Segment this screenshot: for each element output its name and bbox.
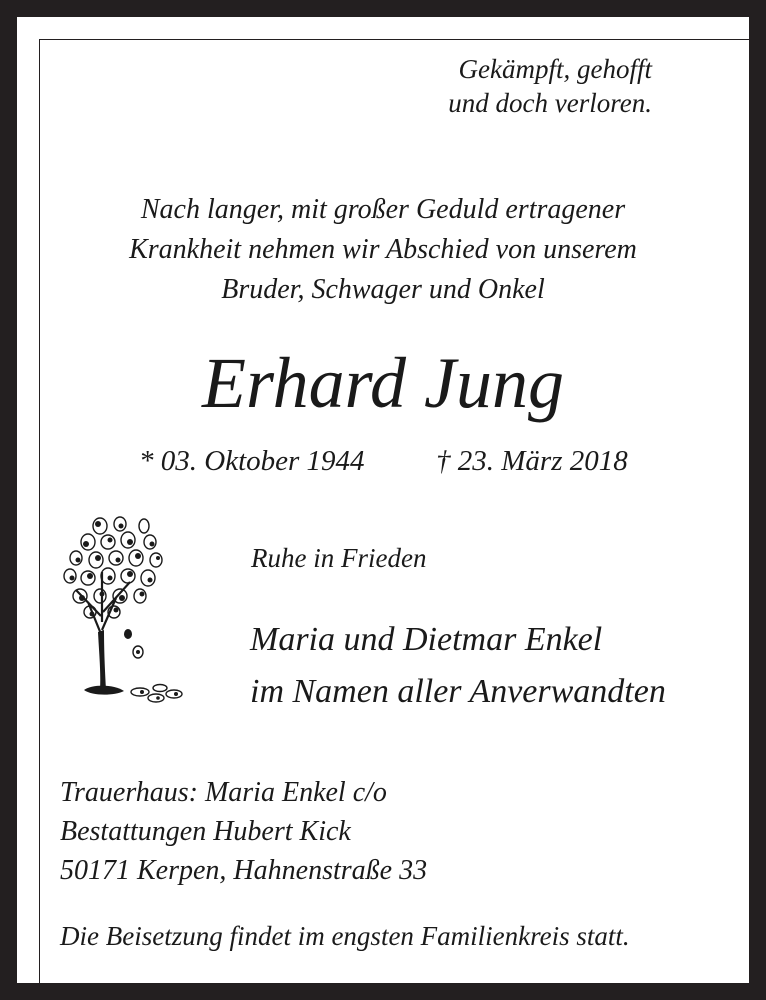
intro-line-3: Bruder, Schwager und Onkel — [221, 274, 545, 305]
birth-date: * 03. Oktober 1944 — [139, 445, 365, 477]
tree-icon — [58, 512, 192, 712]
motto — [448, 52, 652, 120]
farewell-text: Ruhe in Frieden — [251, 543, 427, 573]
deceased-name: Erhard Jung — [201, 343, 564, 423]
intro-line-1: Nach langer, mit großer Geduld ertragener — [140, 194, 626, 225]
motto-line-2: und doch verloren. — [448, 88, 652, 118]
intro-line-2: Krankheit nehmen wir Abschied von unserem — [129, 234, 637, 265]
motto-line-1: Gekämpft, gehofft — [458, 54, 652, 84]
signers-line-1: Maria und Dietmar Enkel — [250, 621, 603, 658]
address-line-1: Trauerhaus: Maria Enkel c/o — [60, 777, 387, 808]
address-line-2: Bestattungen Hubert Kick — [60, 816, 351, 847]
address-line-3: 50171 Kerpen, Hahnenstraße 33 — [60, 855, 428, 886]
death-date: † 23. März 2018 — [436, 445, 628, 477]
signers-line-2: im Namen aller Anverwandten — [250, 673, 666, 710]
signers — [250, 614, 666, 718]
intro-text — [0, 190, 766, 310]
mourning-address — [60, 773, 427, 890]
funeral-notice: Die Beisetzung findet im engsten Familienkreis statt. — [60, 921, 630, 951]
